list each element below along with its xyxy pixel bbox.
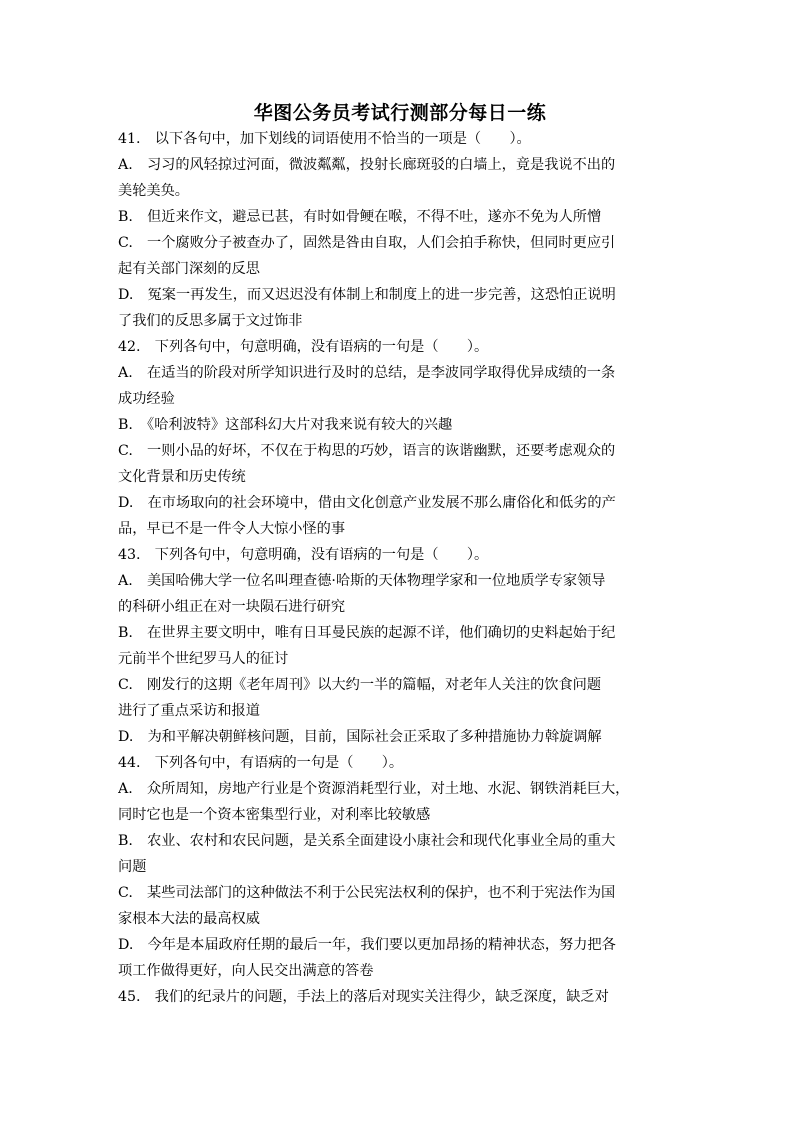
text-line: 问题 [118,859,147,875]
text-line: B. 《哈利波特》这部科幻大片对我来说有较大的兴趣 [118,417,453,433]
text-line: 41. 以下各句中，加下划线的词语使用不恰当的一项是（ ）。 [118,131,531,147]
text-line: 起有关部门深刻的反思 [118,261,260,277]
text-line: A. 美国哈佛大学一位名叫理查德·哈斯的天体物理学家和一位地质学专家领导 [118,573,606,589]
document-title: 华图公务员考试行测部分每日一练 [253,102,547,124]
text-line: B. 农业、农村和农民问题，是关系全面建设小康社会和现代化事业全局的重大 [118,833,616,849]
text-line: A. 众所周知，房地产行业是个资源消耗型行业，对土地、水泥、钢铁消耗巨大， [118,781,630,797]
text-line: 的科研小组正在对一块陨石进行研究 [118,599,346,615]
text-line: 元前半个世纪罗马人的征讨 [118,651,289,667]
text-line: 品，早已不是一件令人大惊小怪的事 [118,521,346,537]
text-line: 43. 下列各句中，句意明确，没有语病的一句是（ ）。 [118,547,489,563]
text-line: 项工作做得更好，向人民交出满意的答卷 [118,963,374,979]
text-line: 文化背景和历史传统 [118,469,246,485]
text-line: D. 为和平解决朝鲜核问题，目前，国际社会正采取了多种措施协力斡旋调解 [118,729,602,745]
text-line: D. 冤案一再发生，而又迟迟没有体制上和制度上的进一步完善，这恐怕正说明 [118,287,616,303]
text-line: 美轮美奂。 [118,183,189,199]
text-line: A. 在适当的阶段对所学知识进行及时的总结，是李波同学取得优异成绩的一条 [118,365,616,381]
text-line: 进行了重点采访和报道 [118,703,260,719]
text-line: 成功经验 [118,391,175,407]
document-body [118,126,682,1010]
text-line: C. 刚发行的这期《老年周刊》以大约一半的篇幅，对老年人关注的饮食问题 [118,677,602,693]
text-line: 42. 下列各句中，句意明确，没有语病的一句是（ ）。 [118,339,489,355]
text-line: 45. 我们的纪录片的问题，手法上的落后对现实关注得少，缺乏深度，缺乏对 [118,989,609,1005]
text-line: 家根本大法的最高权威 [118,911,260,927]
text-line: C. 一个腐败分子被查办了，固然是咎由自取，人们会拍手称快，但同时更应引 [118,235,616,251]
text-line: C. 一则小品的好坏，不仅在于构思的巧妙，语言的诙谐幽默，还要考虑观众的 [118,443,616,459]
text-line: D. 今年是本届政府任期的最后一年，我们要以更加昂扬的精神状态，努力把各 [118,937,616,953]
text-line: 同时它也是一个资本密集型行业，对利率比较敏感 [118,807,431,823]
text-line: D. 在市场取向的社会环境中，借由文化创意产业发展不那么庸俗化和低劣的产 [118,495,616,511]
text-line: 44. 下列各句中，有语病的一句是（ ）。 [118,755,404,771]
text-line: C. 某些司法部门的这种做法不利于公民宪法权利的保护，也不利于宪法作为国 [118,885,616,901]
text-line: 了我们的反思多属于文过饰非 [118,313,303,329]
text-line: A. 习习的风轻掠过河面，微波粼粼，投射长廊斑驳的白墙上，竟是我说不出的 [118,157,616,173]
text-line: B. 但近来作文，避忌已甚，有时如骨鲠在喉，不得不吐，遂亦不免为人所憎 [118,209,602,225]
text-line: B. 在世界主要文明中，唯有日耳曼民族的起源不详，他们确切的史料起始于纪 [118,625,616,641]
